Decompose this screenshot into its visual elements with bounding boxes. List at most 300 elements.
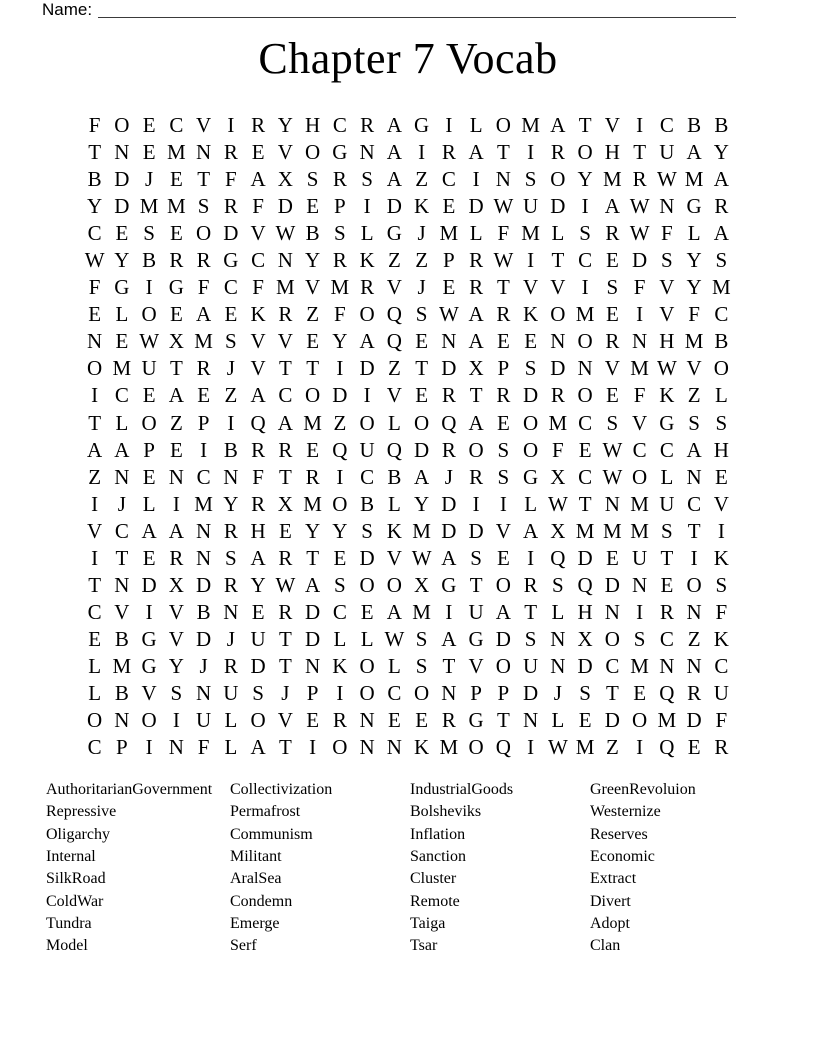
word-item: GreenRevoluion <box>590 781 696 798</box>
grid-cell: I <box>363 383 371 408</box>
grid-cell: E <box>442 194 456 219</box>
grid-cell: N <box>550 653 566 678</box>
grid-cell: A <box>196 302 212 327</box>
grid-cell: E <box>169 167 183 192</box>
grid-cell: F <box>497 221 510 246</box>
grid-cell: F <box>197 735 210 760</box>
grid-cell: D <box>414 437 430 462</box>
grid-cell: D <box>577 545 593 570</box>
grid-cell: S <box>661 518 673 543</box>
grid-cell: D <box>386 194 402 219</box>
grid-cell: D <box>305 626 321 651</box>
grid-cell: D <box>523 681 539 705</box>
grid-cell: O <box>114 113 130 138</box>
grid-cell: X <box>168 329 184 354</box>
grid-cell: C <box>114 518 129 543</box>
grid-cell: Y <box>87 194 103 219</box>
grid-cell: D <box>223 221 239 246</box>
grid-cell: N <box>223 599 239 624</box>
grid-cell: M <box>439 221 459 246</box>
grid-cell: T <box>469 383 483 408</box>
grid-cell: Q <box>250 410 266 435</box>
grid-cell: E <box>605 545 619 570</box>
grid-cell: P <box>116 735 128 760</box>
name-header <box>42 1 736 18</box>
grid-cell: A <box>441 545 457 570</box>
grid-cell: Z <box>387 356 401 381</box>
grid-cell: J <box>117 491 126 516</box>
grid-cell: U <box>359 437 375 462</box>
grid-cell: R <box>223 572 238 597</box>
grid-cell: E <box>415 329 429 354</box>
grid-cell: S <box>252 681 264 705</box>
grid-cell: Z <box>333 410 347 435</box>
grid-cell: T <box>278 653 292 678</box>
word-list <box>46 779 796 958</box>
grid-cell: P <box>497 681 510 705</box>
grid-cell: C <box>251 248 266 273</box>
grid-cell: R <box>223 140 238 165</box>
grid-cell: O <box>87 708 103 733</box>
grid-cell: A <box>495 599 511 624</box>
grid-cell: E <box>169 302 183 327</box>
grid-cell: B <box>114 626 129 651</box>
grid-cell: I <box>581 275 589 300</box>
grid-cell: W <box>84 248 105 273</box>
word-item: Divert <box>590 892 631 910</box>
grid-cell: M <box>684 167 704 192</box>
grid-cell: A <box>250 167 266 192</box>
grid-cell: E <box>88 302 102 327</box>
grid-cell: C <box>87 221 102 246</box>
grid-cell: Y <box>305 518 321 543</box>
word-item: Model <box>46 937 88 955</box>
grid-cell: V <box>632 410 648 435</box>
grid-cell: X <box>468 356 484 381</box>
grid-cell: Y <box>686 248 702 273</box>
grid-cell: A <box>523 518 539 543</box>
grid-cell: R <box>605 329 620 354</box>
grid-cell: J <box>417 275 426 300</box>
grid-cell: L <box>687 221 701 246</box>
grid-cell: J <box>145 167 154 192</box>
grid-cell: A <box>468 329 484 354</box>
grid-cell: I <box>336 681 344 705</box>
grid-cell: A <box>414 464 430 489</box>
grid-cell: E <box>251 140 265 165</box>
grid-cell: J <box>444 464 453 489</box>
grid-cell: U <box>632 545 648 570</box>
grid-cell: N <box>114 464 130 489</box>
grid-cell: C <box>360 464 375 489</box>
grid-cell: G <box>114 275 130 300</box>
grid-cell: D <box>441 518 457 543</box>
grid-cell: A <box>168 383 184 408</box>
grid-cell: N <box>196 545 212 570</box>
grid-cell: M <box>630 518 649 543</box>
grid-cell: L <box>660 464 674 489</box>
grid-cell: O <box>523 410 539 435</box>
grid-cell: E <box>278 518 292 543</box>
grid-cell: M <box>684 329 704 354</box>
grid-cell: C <box>332 113 347 138</box>
word-item: Permafrost <box>230 803 301 821</box>
grid-cell: G <box>168 275 184 300</box>
grid-cell: S <box>715 248 728 273</box>
grid-cell: O <box>577 383 593 408</box>
grid-cell: I <box>581 194 589 219</box>
grid-cell: M <box>575 302 595 327</box>
grid-cell: K <box>386 518 402 543</box>
grid-cell: S <box>633 626 646 651</box>
grid-cell: S <box>415 653 428 678</box>
grid-cell: M <box>303 410 322 435</box>
grid-cell: R <box>441 383 456 408</box>
grid-cell: Y <box>332 518 348 543</box>
grid-cell: S <box>334 221 346 246</box>
grid-cell: N <box>577 356 593 381</box>
grid-cell: D <box>114 194 130 219</box>
grid-cell: I <box>309 735 317 760</box>
grid-cell: T <box>633 140 647 165</box>
grid-cell: M <box>194 329 213 354</box>
grid-cell: T <box>442 653 456 678</box>
grid-cell: O <box>359 410 375 435</box>
word-item: Sanction <box>410 848 466 866</box>
grid-cell: N <box>359 140 375 165</box>
word-item: Inflation <box>410 825 466 843</box>
grid-cell: C <box>114 383 129 408</box>
word-item: Adopt <box>590 915 630 933</box>
grid-cell: I <box>363 194 371 219</box>
grid-cell: N <box>604 599 620 624</box>
grid-cell: F <box>334 302 346 327</box>
grid-cell: V <box>114 599 130 624</box>
grid-cell: I <box>636 113 644 138</box>
grid-cell: M <box>167 140 186 165</box>
grid-cell: I <box>527 248 535 273</box>
grid-cell: O <box>604 626 620 651</box>
grid-cell: R <box>441 437 456 462</box>
grid-cell: D <box>604 708 620 733</box>
grid-cell: N <box>114 572 130 597</box>
grid-cell: B <box>714 113 729 138</box>
grid-cell: G <box>332 140 348 165</box>
grid-cell: R <box>714 735 729 760</box>
grid-cell: I <box>445 599 453 624</box>
grid-cell: I <box>472 167 480 192</box>
grid-cell: O <box>686 572 702 597</box>
grid-cell: V <box>713 491 729 516</box>
grid-cell: N <box>114 708 130 733</box>
grid-cell: I <box>336 464 344 489</box>
grid-cell: C <box>87 735 102 760</box>
grid-cell: X <box>277 167 293 192</box>
grid-cell: T <box>197 167 211 192</box>
grid-cell: E <box>387 708 401 733</box>
grid-cell: W <box>384 626 405 651</box>
grid-cell: Z <box>224 383 238 408</box>
grid-cell: O <box>141 302 157 327</box>
grid-cell: Z <box>687 383 701 408</box>
grid-cell: O <box>359 572 375 597</box>
grid-cell: R <box>632 167 647 192</box>
grid-cell: D <box>196 626 212 651</box>
grid-cell: O <box>523 437 539 462</box>
grid-cell: O <box>305 383 321 408</box>
word-item: Emerge <box>230 915 280 933</box>
grid-cell: K <box>713 545 729 570</box>
name-blank-line <box>98 1 736 18</box>
grid-cell: E <box>360 599 374 624</box>
grid-cell: S <box>497 464 510 489</box>
grid-cell: I <box>527 545 535 570</box>
grid-cell: T <box>278 735 292 760</box>
word-item: Internal <box>46 848 96 866</box>
grid-cell: M <box>112 356 132 381</box>
grid-cell: V <box>168 626 184 651</box>
grid-cell: U <box>659 491 675 516</box>
grid-cell: W <box>602 464 623 489</box>
grid-cell: Q <box>386 302 402 327</box>
word-item: Cluster <box>410 870 457 888</box>
grid-cell: P <box>197 410 210 435</box>
grid-cell: A <box>168 518 184 543</box>
grid-cell: I <box>145 275 153 300</box>
grid-cell: N <box>604 491 620 516</box>
grid-cell: G <box>414 113 430 138</box>
grid-cell: Z <box>415 248 429 273</box>
grid-cell: U <box>196 708 212 733</box>
grid-cell: F <box>633 275 646 300</box>
grid-cell: T <box>306 356 320 381</box>
grid-cell: T <box>551 248 565 273</box>
grid-cell: N <box>441 681 457 705</box>
grid-cell: V <box>386 275 402 300</box>
grid-cell: D <box>305 599 321 624</box>
grid-cell: Y <box>713 140 729 165</box>
word-item: Extract <box>590 870 637 888</box>
grid-cell: C <box>714 302 729 327</box>
grid-cell: W <box>275 221 296 246</box>
page-title: Chapter 7 Vocab <box>258 34 558 83</box>
grid-cell: M <box>575 735 595 760</box>
grid-cell: R <box>441 708 456 733</box>
grid-cell: S <box>334 572 346 597</box>
word-list-column <box>410 779 590 958</box>
grid-cell: C <box>714 653 729 678</box>
grid-cell: X <box>277 491 293 516</box>
grid-cell: S <box>606 275 619 300</box>
grid-cell: E <box>197 383 211 408</box>
grid-cell: A <box>686 437 702 462</box>
grid-cell: E <box>88 626 102 651</box>
grid-cell: W <box>411 545 432 570</box>
grid-cell: D <box>550 194 566 219</box>
grid-cell: F <box>252 464 264 489</box>
grid-cell: R <box>360 275 375 300</box>
grid-cell: T <box>605 681 619 705</box>
grid-cell: Y <box>168 653 184 678</box>
grid-cell: A <box>250 545 266 570</box>
grid-cell: R <box>169 545 184 570</box>
grid-cell: C <box>441 167 456 192</box>
grid-cell: E <box>115 221 129 246</box>
grid-cell: T <box>687 518 701 543</box>
grid-cell: E <box>524 329 538 354</box>
grid-cell: P <box>334 194 346 219</box>
grid-cell: A <box>713 221 729 246</box>
grid-cell: A <box>359 329 375 354</box>
grid-cell: L <box>224 708 238 733</box>
grid-cell: C <box>605 653 620 678</box>
grid-cell: P <box>443 248 455 273</box>
grid-cell: I <box>472 491 480 516</box>
grid-cell: Q <box>441 410 457 435</box>
grid-cell: E <box>415 708 429 733</box>
grid-cell: S <box>306 167 319 192</box>
grid-cell: Z <box>687 626 701 651</box>
grid-cell: O <box>468 735 484 760</box>
grid-cell: C <box>687 491 702 516</box>
grid-cell: U <box>250 626 266 651</box>
grid-cell: U <box>468 599 484 624</box>
grid-cell: H <box>604 140 620 165</box>
grid-cell: T <box>278 356 292 381</box>
grid-cell: M <box>112 653 132 678</box>
grid-cell: C <box>632 437 647 462</box>
grid-cell: E <box>169 221 183 246</box>
grid-cell: C <box>278 383 293 408</box>
grid-cell: V <box>250 356 266 381</box>
grid-cell: I <box>445 113 453 138</box>
grid-cell: O <box>332 735 348 760</box>
grid-cell: S <box>524 167 537 192</box>
word-item: IndustrialGoods <box>410 781 514 798</box>
grid-cell: K <box>250 302 266 327</box>
grid-cell: E <box>578 708 592 733</box>
grid-cell: G <box>523 464 539 489</box>
grid-cell: O <box>632 708 648 733</box>
grid-cell: S <box>552 572 564 597</box>
grid-cell: M <box>657 708 677 733</box>
grid-cell: E <box>496 329 510 354</box>
grid-cell: E <box>142 140 156 165</box>
grid-cell: C <box>387 681 402 705</box>
grid-cell: J <box>417 221 426 246</box>
grid-cell: A <box>604 194 620 219</box>
grid-cell: V <box>550 275 566 300</box>
grid-cell: F <box>715 599 728 624</box>
grid-cell: U <box>713 681 729 705</box>
grid-cell: W <box>602 437 623 462</box>
grid-cell: N <box>659 194 675 219</box>
grid-cell: R <box>714 194 729 219</box>
grid-cell: N <box>196 681 212 705</box>
grid-cell: R <box>223 653 238 678</box>
grid-cell: V <box>168 599 184 624</box>
grid-cell: M <box>712 275 731 300</box>
grid-cell: E <box>115 329 129 354</box>
grid-cell: U <box>659 140 675 165</box>
grid-cell: I <box>227 113 235 138</box>
grid-cell: S <box>170 681 183 705</box>
grid-cell: V <box>386 545 402 570</box>
grid-cell: S <box>361 518 373 543</box>
grid-cell: M <box>330 275 350 300</box>
grid-cell: C <box>223 275 238 300</box>
grid-cell: N <box>359 735 375 760</box>
grid-cell: L <box>224 735 238 760</box>
grid-cell: E <box>169 437 183 462</box>
grid-cell: G <box>468 708 484 733</box>
grid-cell: L <box>469 113 483 138</box>
grid-cell: R <box>469 275 484 300</box>
grid-cell: E <box>251 599 265 624</box>
grid-cell: U <box>523 653 539 678</box>
grid-cell: K <box>414 194 430 219</box>
grid-cell: V <box>386 383 402 408</box>
grid-cell: Q <box>386 329 402 354</box>
grid-cell: Z <box>306 302 320 327</box>
grid-cell: U <box>141 356 157 381</box>
grid-cell: V <box>604 356 620 381</box>
grid-cell: T <box>496 275 510 300</box>
grid-cell: Y <box>250 572 266 597</box>
grid-cell: S <box>197 194 210 219</box>
grid-cell: E <box>496 545 510 570</box>
grid-cell: D <box>441 356 457 381</box>
grid-cell: K <box>523 302 539 327</box>
grid-cell: A <box>386 599 402 624</box>
grid-cell: N <box>686 653 702 678</box>
grid-cell: Q <box>550 545 566 570</box>
grid-cell: W <box>656 356 677 381</box>
grid-cell: S <box>524 626 537 651</box>
grid-cell: X <box>577 626 593 651</box>
grid-cell: F <box>633 383 646 408</box>
grid-cell: D <box>604 572 620 597</box>
grid-cell: R <box>605 221 620 246</box>
grid-cell: M <box>603 167 622 192</box>
grid-cell: K <box>359 248 375 273</box>
word-search-grid <box>81 112 735 761</box>
grid-cell: X <box>414 572 430 597</box>
grid-cell: R <box>360 113 375 138</box>
grid-cell: O <box>550 302 566 327</box>
word-item: Remote <box>410 892 460 910</box>
grid-cell: O <box>87 356 103 381</box>
grid-cell: V <box>468 653 484 678</box>
grid-cell: A <box>468 140 484 165</box>
grid-cell: O <box>141 410 157 435</box>
grid-cell: V <box>250 221 266 246</box>
grid-cell: Z <box>387 248 401 273</box>
grid-cell: S <box>524 356 537 381</box>
grid-cell: I <box>636 599 644 624</box>
word-item: Militant <box>230 848 282 866</box>
grid-cell: U <box>523 194 539 219</box>
grid-cell: C <box>87 599 102 624</box>
grid-cell: N <box>114 140 130 165</box>
grid-cell: S <box>579 221 591 246</box>
grid-cell: F <box>688 302 700 327</box>
grid-cell: A <box>114 437 130 462</box>
grid-cell: Y <box>305 248 321 273</box>
grid-cell: N <box>632 572 648 597</box>
grid-cell: N <box>686 599 702 624</box>
grid-cell: L <box>360 221 374 246</box>
